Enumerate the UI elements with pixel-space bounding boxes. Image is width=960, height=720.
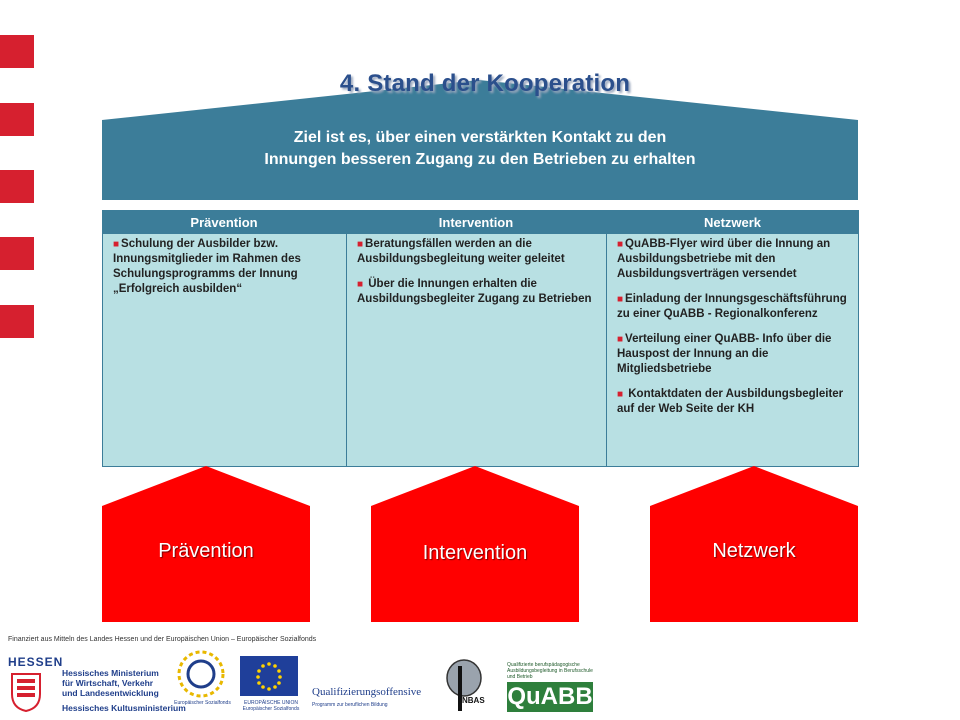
hessen-logo-text: HESSEN (8, 655, 64, 669)
pillar-header-netzwerk: Netzwerk (703, 214, 762, 230)
list-item: ■ Beratungsfällen werden an die Ausbildungsbegleitung weiter geleitet (357, 238, 565, 265)
list-item: ■ Schulung der Ausbilder bzw. Innungsmitglieder im Rahmen des Schulungsprogramms der Innung „Erfolgreich ausbilden“ (113, 238, 301, 295)
square-bullet-icon: ■ (617, 239, 624, 250)
inbas-logo-icon (444, 656, 484, 716)
goal-line-1: Ziel ist es, über einen verstärkten Kontakt zu den (293, 129, 667, 146)
eu-label: EUROPÄISCHE UNION Europäischer Sozialfonds (242, 700, 300, 712)
ministry-logo-text: Hessisches Ministerium für Wirtschaft, Verkehr und Landesentwicklung (62, 668, 159, 698)
qualifizierungsoffensive-logo: Qualifizierungsoffensive (312, 686, 422, 698)
square-bullet-icon: ■ (113, 239, 120, 250)
hessen-coat-of-arms-icon (10, 672, 42, 712)
pillar-column-praevention (103, 234, 347, 466)
square-bullet-icon: ■ (617, 294, 624, 305)
esf-label: Europäischer Sozialfonds (174, 700, 231, 706)
list-item: ■ Über die Innungen erhalten die Ausbildungsbegleiter Zugang zu Betrieben (357, 278, 592, 305)
eu-flag-icon (240, 656, 298, 696)
quabb-logo-caption: Qualifizierte berufspädagogische Ausbildungsbegleitung in Berufsschule und Betrieb (507, 662, 593, 680)
pillars-header (102, 210, 859, 234)
eu-stars-icon (240, 656, 298, 696)
kultusministerium-text: Hessisches Kultusministerium (62, 703, 186, 713)
house-praevention (102, 466, 310, 622)
house-intervention (371, 466, 579, 622)
roof-shape (0, 0, 960, 210)
house-label-netzwerk: Netzwerk (712, 540, 796, 562)
list-item: ■ Kontaktdaten der Ausbildungsbegleiter auf der Web Seite der KH (617, 388, 844, 415)
decor-red-tab (0, 305, 34, 338)
quabb-logo: QuABB (507, 683, 593, 710)
house-label-praevention: Prävention (158, 540, 254, 562)
pillar-header-praevention: Prävention (190, 214, 258, 230)
square-bullet-icon: ■ (617, 389, 624, 400)
square-bullet-icon: ■ (357, 279, 364, 290)
funding-note: Finanziert aus Mitteln des Landes Hessen und der Europäischen Union – Europäischer Sozialfonds (8, 636, 317, 643)
qualifizierungsoffensive-subtitle: Programm zur beruflichen Bildung (312, 702, 388, 708)
list-item: ■ Einladung der Innungsgeschäftsführung zu einer QuABB - Regionalkonferenz (617, 293, 847, 320)
square-bullet-icon: ■ (617, 334, 624, 345)
pillar-column-netzwerk (607, 234, 858, 466)
goal-text (102, 127, 858, 171)
list-item: ■ Verteilung einer QuABB- Info über die Hauspost der Innung an die Mitgliedsbetriebe (617, 333, 832, 375)
pillar-column-intervention (347, 234, 607, 466)
square-bullet-icon: ■ (357, 239, 364, 250)
esf-logo-icon (172, 642, 230, 706)
house-netzwerk (650, 466, 858, 622)
slide-title: 4. Stand der Kooperation (339, 70, 631, 97)
pillar-header-intervention: Intervention (438, 214, 514, 230)
list-item: ■ QuABB-Flyer wird über die Innung an Ausbildungsbetriebe mit den Ausbildungsverträgen versendet (617, 238, 831, 280)
house-label-intervention: Intervention (422, 542, 528, 564)
decor-red-tab (0, 237, 34, 270)
inbas-logo-text: NBAS (462, 696, 485, 705)
pillars-content (102, 234, 859, 467)
goal-line-2: Innungen besseren Zugang zu den Betrieben zu erhalten (264, 151, 696, 168)
